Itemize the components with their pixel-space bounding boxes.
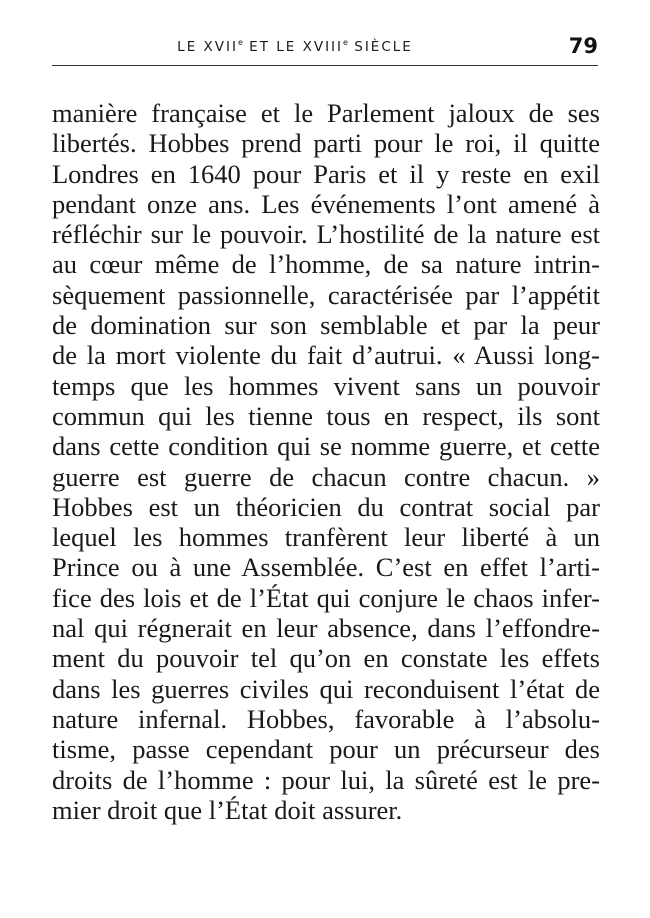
text-line: guerre est guerre de chacun contre chacun. »: [52, 461, 600, 492]
text-line: nal qui régnerait en leur absence, dans l’effondre-: [52, 613, 600, 644]
text-line: Hobbes est un théoricien du contrat social par: [52, 491, 600, 522]
text-line: réfléchir sur le pouvoir. L’hostilité de la nature est: [52, 219, 600, 250]
text-line: fice des lois et de l’État qui conjure le chaos infer-: [52, 582, 600, 613]
text-line: Prince ou à une Assemblée. C’est en effet l’arti-: [52, 552, 600, 583]
running-head: [52, 34, 598, 64]
text-line: ment du pouvoir tel qu’on en constate les effets: [52, 643, 600, 674]
text-line: Londres en 1640 pour Paris et il y reste en exil: [52, 158, 600, 189]
text-line: lequel les hommes tranfèrent leur liberté à un: [52, 522, 600, 553]
text-line: temps que les hommes vivent sans un pouvoir: [52, 370, 600, 401]
text-line: mier droit que l’État doit assurer.: [52, 794, 403, 825]
text-line: de la mort violente du fait d’autrui. « Aussi long-: [52, 340, 600, 371]
body-paragraph: [52, 98, 600, 825]
text-line: sèquement passionnelle, caractérisée par l’appétit: [52, 279, 600, 310]
page-number: 79: [568, 34, 598, 58]
text-line: de domination sur son semblable et par la peur: [52, 310, 600, 341]
text-line: nature infernal. Hobbes, favorable à l’absolu-: [52, 703, 600, 734]
text-line: commun qui les tienne tous en respect, ils sont: [52, 400, 600, 431]
text-line: tisme, passe cependant pour un précurseur des: [52, 734, 600, 765]
text-line: dans cette condition qui se nomme guerre, et cette: [52, 431, 600, 462]
text-line: libertés. Hobbes prend parti pour le roi, il quitte: [52, 128, 600, 159]
text-line: manière française et le Parlement jaloux de ses: [52, 98, 600, 128]
text-line: droits de l’homme : pour lui, la sûreté est le pre-: [52, 764, 600, 795]
running-title: LE XVIIe ET LE XVIIIe SIÈCLE: [177, 38, 413, 55]
text-line: dans les guerres civiles qui reconduisent l’état de: [52, 673, 600, 704]
text-line: au cœur même de l’homme, de sa nature intrin-: [52, 249, 600, 280]
header-rule: [52, 65, 598, 66]
text-line: pendant onze ans. Les événements l’ont amené à: [52, 188, 600, 219]
